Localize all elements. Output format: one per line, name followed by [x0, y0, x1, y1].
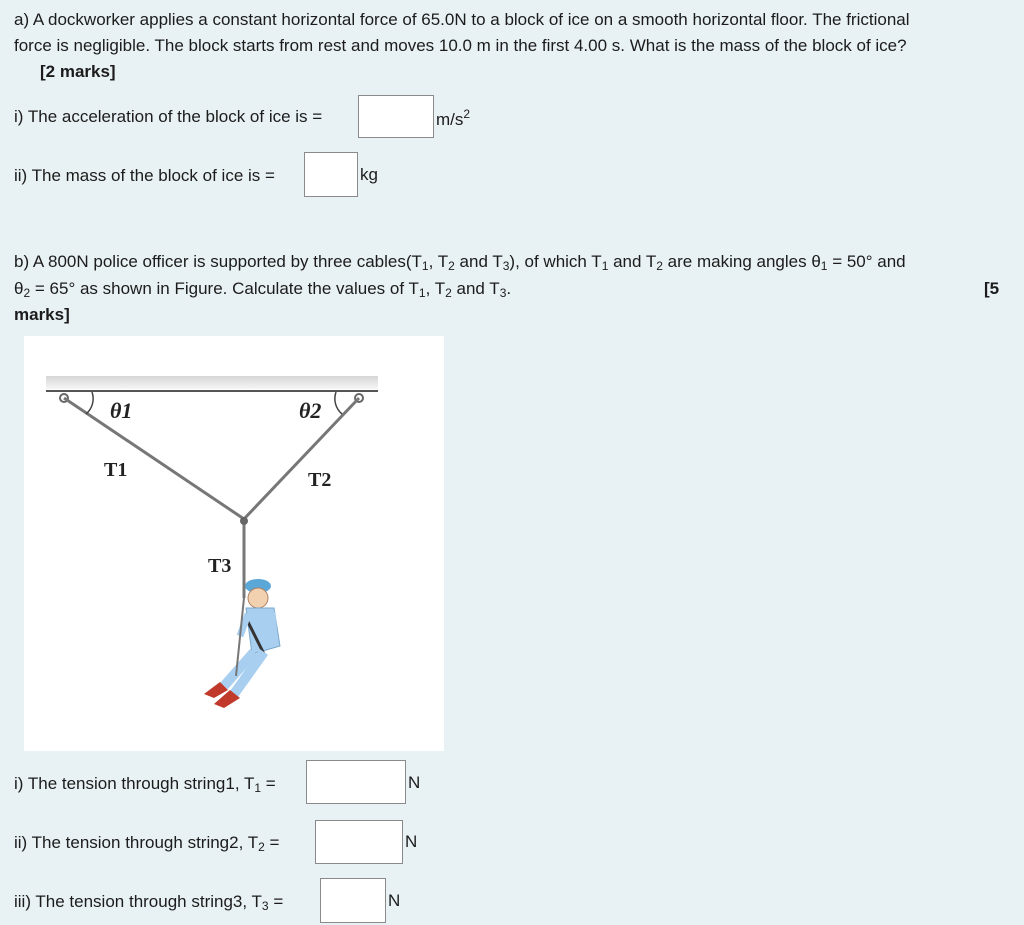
qb-sub: 1: [421, 259, 429, 273]
t1-question-eq: =: [261, 774, 276, 793]
t2-question-label: ii) The tension through string2, T: [14, 833, 259, 852]
mass-unit: kg: [360, 165, 378, 184]
qb-text: b) A 800N police officer is supported by three cables(T: [14, 252, 422, 271]
t1-unit: N: [408, 773, 421, 792]
qb-sub: 1: [820, 259, 828, 273]
question-a-text-line-2: force is negligible. The block starts from rest and moves 10.0 m in the first 4.00 s. What is the mass of the block of ice?: [14, 36, 907, 55]
ceiling: [46, 376, 378, 389]
qb-sub: 2: [656, 259, 663, 273]
question-b-text-line-2: [14, 276, 511, 306]
acceleration-input[interactable]: [358, 95, 434, 138]
acceleration-label: i) The acceleration of the block of ice is =: [14, 107, 323, 126]
qb-text: , T: [428, 252, 449, 271]
question-a-marks: [2 marks]: [40, 62, 116, 81]
theta1-arc: [86, 392, 93, 414]
qb-text: .: [506, 279, 512, 298]
question-b-marks-start: [5: [984, 279, 1000, 298]
t2-question: [14, 830, 279, 860]
t2-unit: N: [405, 832, 418, 851]
qb-text: and T: [608, 252, 657, 271]
qb-text: ), of which T: [509, 252, 602, 271]
qb-text: and T: [454, 252, 503, 271]
t3-question-label: iii) The tension through string3, T: [14, 892, 262, 911]
theta1-label: θ1: [110, 398, 133, 423]
acceleration-unit-base: m/s: [436, 110, 464, 129]
qb-sub: 3: [502, 259, 510, 273]
t3-question-sub: 3: [261, 899, 269, 913]
t1-input[interactable]: [306, 760, 406, 804]
t2-question-eq: =: [264, 833, 280, 852]
theta2-label: θ2: [299, 398, 322, 423]
t2-question-sub: 2: [258, 840, 265, 854]
question-b-text-line-1: [14, 249, 906, 279]
qb-sub: 2: [23, 286, 31, 300]
tension-diagram: [24, 336, 444, 751]
t2-label: T2: [308, 469, 332, 491]
qb-text: , T: [425, 279, 446, 298]
qb-text: θ: [14, 279, 24, 298]
police-officer-illustration: [204, 579, 280, 708]
mass-label: ii) The mass of the block of ice is =: [14, 166, 275, 185]
qb-text: = 50° and: [827, 252, 906, 271]
qb-sub: 1: [418, 286, 426, 300]
t1-label: T1: [104, 459, 128, 481]
qb-sub: 2: [445, 286, 452, 300]
qb-sub: 3: [499, 286, 507, 300]
acceleration-unit-exponent: 2: [463, 107, 471, 121]
theta2-arc: [335, 392, 342, 414]
t1-question-sub: 1: [254, 781, 262, 795]
t3-question-eq: =: [268, 892, 284, 911]
t3-input[interactable]: [320, 878, 386, 923]
question-b-marks-end: marks]: [14, 305, 70, 324]
question-a-text-line-1: a) A dockworker applies a constant horizontal force of 65.0N to a block of ice on a smooth horizontal floor. The frictional: [14, 10, 910, 29]
qb-text: and T: [451, 279, 500, 298]
t3-label: T3: [208, 555, 232, 577]
qb-text: are making angles θ: [662, 252, 821, 271]
t2-input[interactable]: [315, 820, 403, 864]
mass-input[interactable]: [304, 152, 358, 197]
qb-sub: 2: [448, 259, 455, 273]
qb-sub: 1: [601, 259, 609, 273]
qb-text: = 65° as shown in Figure. Calculate the values of T: [30, 279, 419, 298]
acceleration-unit: [436, 102, 470, 132]
cable-knot: [240, 517, 248, 525]
cable-t1: [64, 398, 244, 519]
t1-question: [14, 771, 276, 801]
t3-unit: N: [388, 891, 401, 910]
tension-figure: [24, 336, 444, 751]
t1-question-label: i) The tension through string1, T: [14, 774, 255, 793]
t3-question: [14, 889, 283, 919]
